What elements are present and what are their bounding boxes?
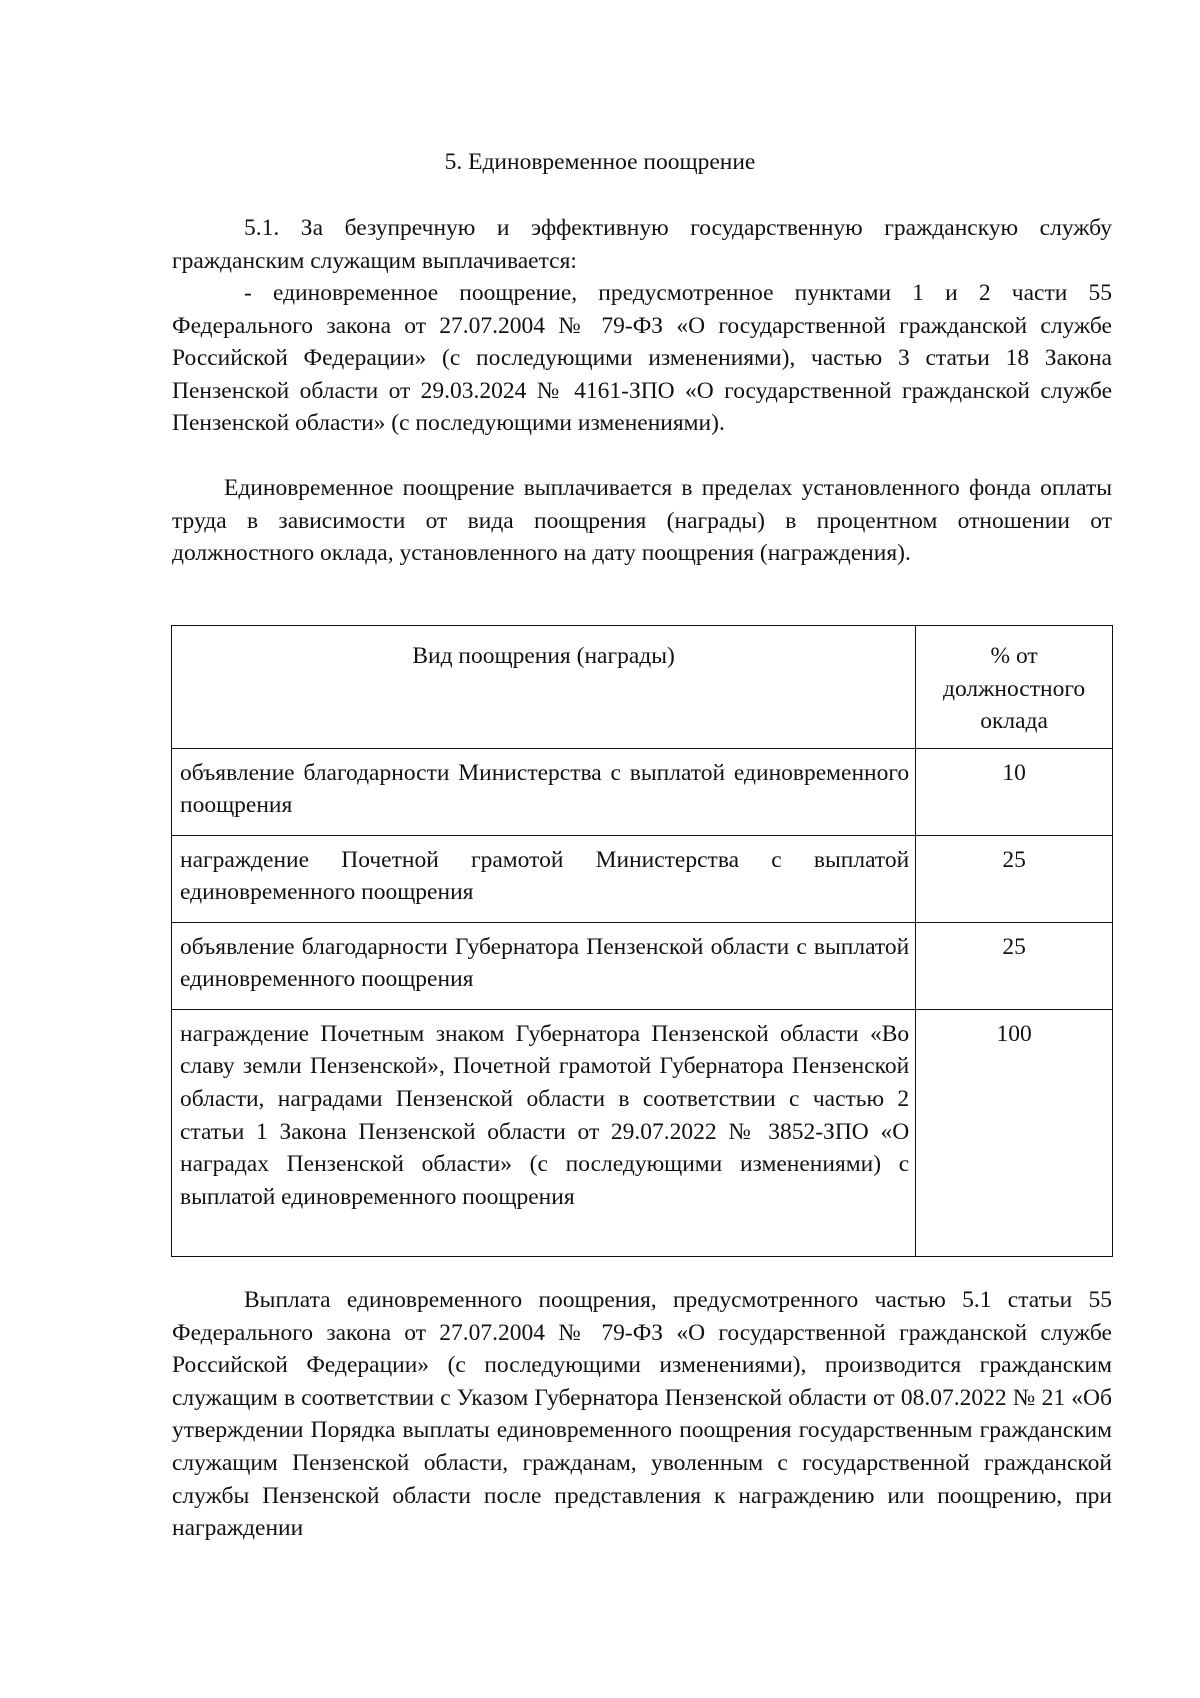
header-percent-label: % от должностного оклада <box>943 643 1086 735</box>
paragraph-5-1: 5.1. За безупречную и эффективную государственную гражданскую службу гражданским служащим выплачивается: <box>172 215 1112 274</box>
paragraph-bullet: - единовременное поощрение, предусмотренное пунктами 1 и 2 части 55 Федерального закона от 27.07.2004 № 79-ФЗ «О государственной гражданской службе Российской Федерации» (с последующими изменениями), частью 3 статьи 18 Закона Пензенской области от 29.03.2024 № 4161-ЗПО «О государственной гражданской службе Пензенской области» (с последующими изменениями). <box>172 280 1112 437</box>
header-percent <box>916 626 1113 749</box>
percent-value: 100 <box>996 1020 1032 1047</box>
header-award-type <box>172 626 916 749</box>
award-type-cell <box>172 835 916 922</box>
percent-cell <box>916 748 1113 835</box>
percent-value: 25 <box>1002 846 1026 873</box>
award-type-cell <box>172 922 916 1009</box>
percent-cell <box>916 835 1113 922</box>
percent-value: 10 <box>1002 759 1026 786</box>
percent-cell <box>916 922 1113 1009</box>
table-row <box>172 835 1113 922</box>
paragraph-payment: Выплата единовременного поощрения, предусмотренного частью 5.1 статьи 55 Федерального закона от 27.07.2004 № 79-ФЗ «О государственной гражданской службе Российской Федерации» (с последующими изменениями), производится гражданским служащим в соответствии с Указом Губернатора Пензенской области от 08.07.2022 № 21 «Об утверждении Порядка выплаты единовременного поощрения государственным гражданским служащим Пензенской области, гражданам, уволенным с государственной гражданской службы Пензенской области после представления к награждению или поощрению, при награждении <box>172 1287 1112 1542</box>
section-title: 5. Единовременное поощрение <box>444 149 756 175</box>
awards-table <box>171 625 1113 1257</box>
award-type-cell <box>172 748 916 835</box>
paragraph-fund: Единовременное поощрение выплачивается в пределах установленного фонда оплаты труда в зависимости от вида поощрения (награды) в процентном отношении от должностного оклада, установленного на дату поощрения (награждения). <box>172 475 1112 567</box>
award-type-text: награждение Почетной грамотой Министерства с выплатой единовременного поощрения <box>180 846 910 906</box>
award-type-cell <box>172 1009 916 1256</box>
table-row <box>172 748 1113 835</box>
percent-value: 25 <box>1002 933 1026 960</box>
percent-cell <box>916 1009 1113 1256</box>
award-type-text: объявление благодарности Министерства с выплатой единовременного поощрения <box>180 759 910 819</box>
table-header-row <box>172 626 1113 749</box>
header-award-type-label: Вид поощрения (награды) <box>412 643 675 669</box>
table-row <box>172 1009 1113 1256</box>
award-type-text: награждение Почетным знаком Губернатора Пензенской области «Во славу земли Пензенской», Почетной грамотой Губернатора Пензенской области, наградами Пензенской области в соответствии с частью 2 статьи 1 Закона Пензенской области от 29.07.2022 № 3852-ЗПО «О наградах Пензенской области» (с последующими изменениями) с выплатой единовременного поощрения <box>180 1020 910 1210</box>
table-row <box>172 922 1113 1009</box>
award-type-text: объявление благодарности Губернатора Пензенской области с выплатой единовременного поощрения <box>180 933 910 993</box>
